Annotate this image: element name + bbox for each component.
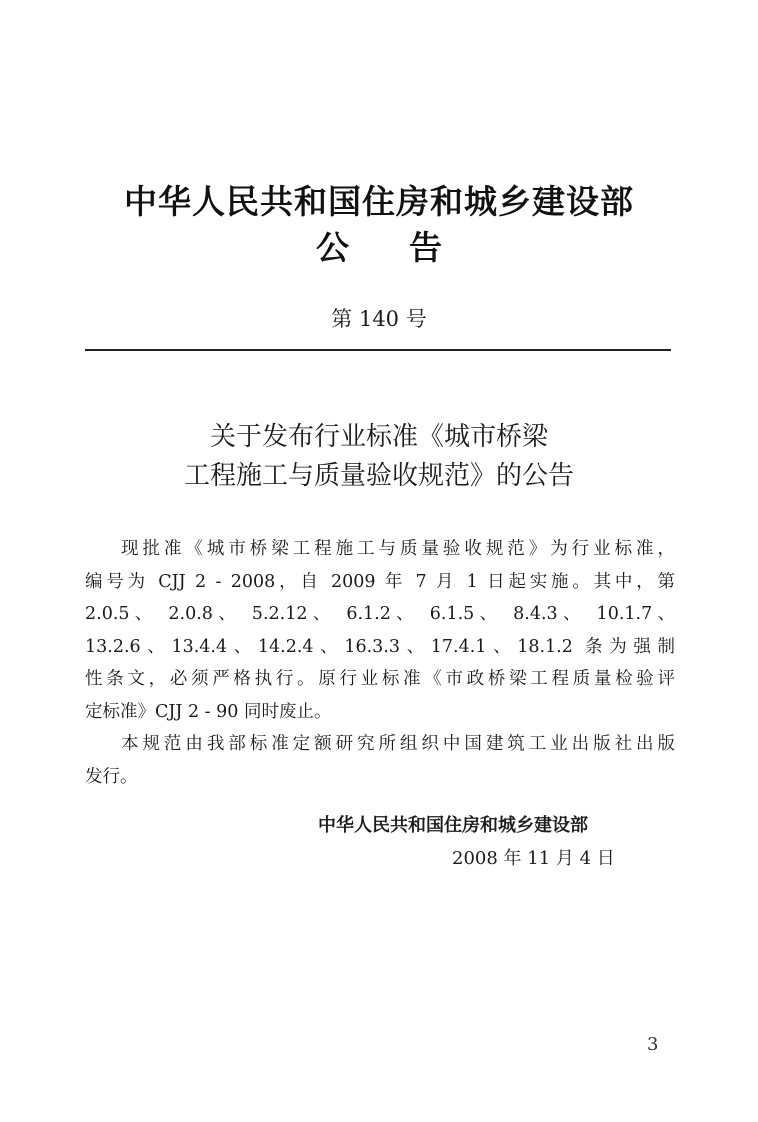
notice-body [85, 533, 675, 793]
notice-heading-line: 工程施工与质量验收规范》的公告 [183, 461, 574, 491]
signature-date: 2008 年 11 月 4 日 [452, 848, 615, 869]
paragraph-line: 2.0.5、 2.0.8、 5.2.12、 6.1.2、 6.1.5、 8.4.3、 10.1.7、 [85, 604, 675, 624]
ministry-title: 中华人民共和国住房和城乡建设部 [124, 182, 634, 221]
notice-heading [0, 418, 758, 496]
paragraph-line: 13.2.6、13.4.4、14.2.4、16.3.3、17.4.1、18.1.2 条为强制 [85, 636, 675, 657]
notice-heading-line: 关于发布行业标准《城市桥梁 [209, 422, 548, 452]
paragraph-line: 性条文，必须严格执行。原行业标准《市政桥梁工程质量检验评 [85, 669, 675, 689]
signature-organization: 中华人民共和国住房和城乡建设部 [318, 815, 588, 836]
paragraph-line: 定标准》CJJ 2 - 90 同时废止。 [85, 701, 332, 722]
paragraph-line: 现批准《城市桥梁工程施工与质量验收规范》为行业标准， [121, 539, 675, 559]
issue-number: 第 140 号 [331, 307, 427, 331]
paragraph-line: 编号为 CJJ 2 - 2008，自 2009 年 7 月 1 日起实施。其中，第 [85, 571, 675, 592]
paragraph-line: 本规范由我部标准定额研究所组织中国建筑工业出版社出版 [121, 734, 675, 754]
paragraph-line: 发行。 [85, 766, 138, 787]
notice-label: 公告 [316, 228, 502, 267]
header-divider [85, 349, 671, 351]
page-number: 3 [647, 1034, 659, 1055]
